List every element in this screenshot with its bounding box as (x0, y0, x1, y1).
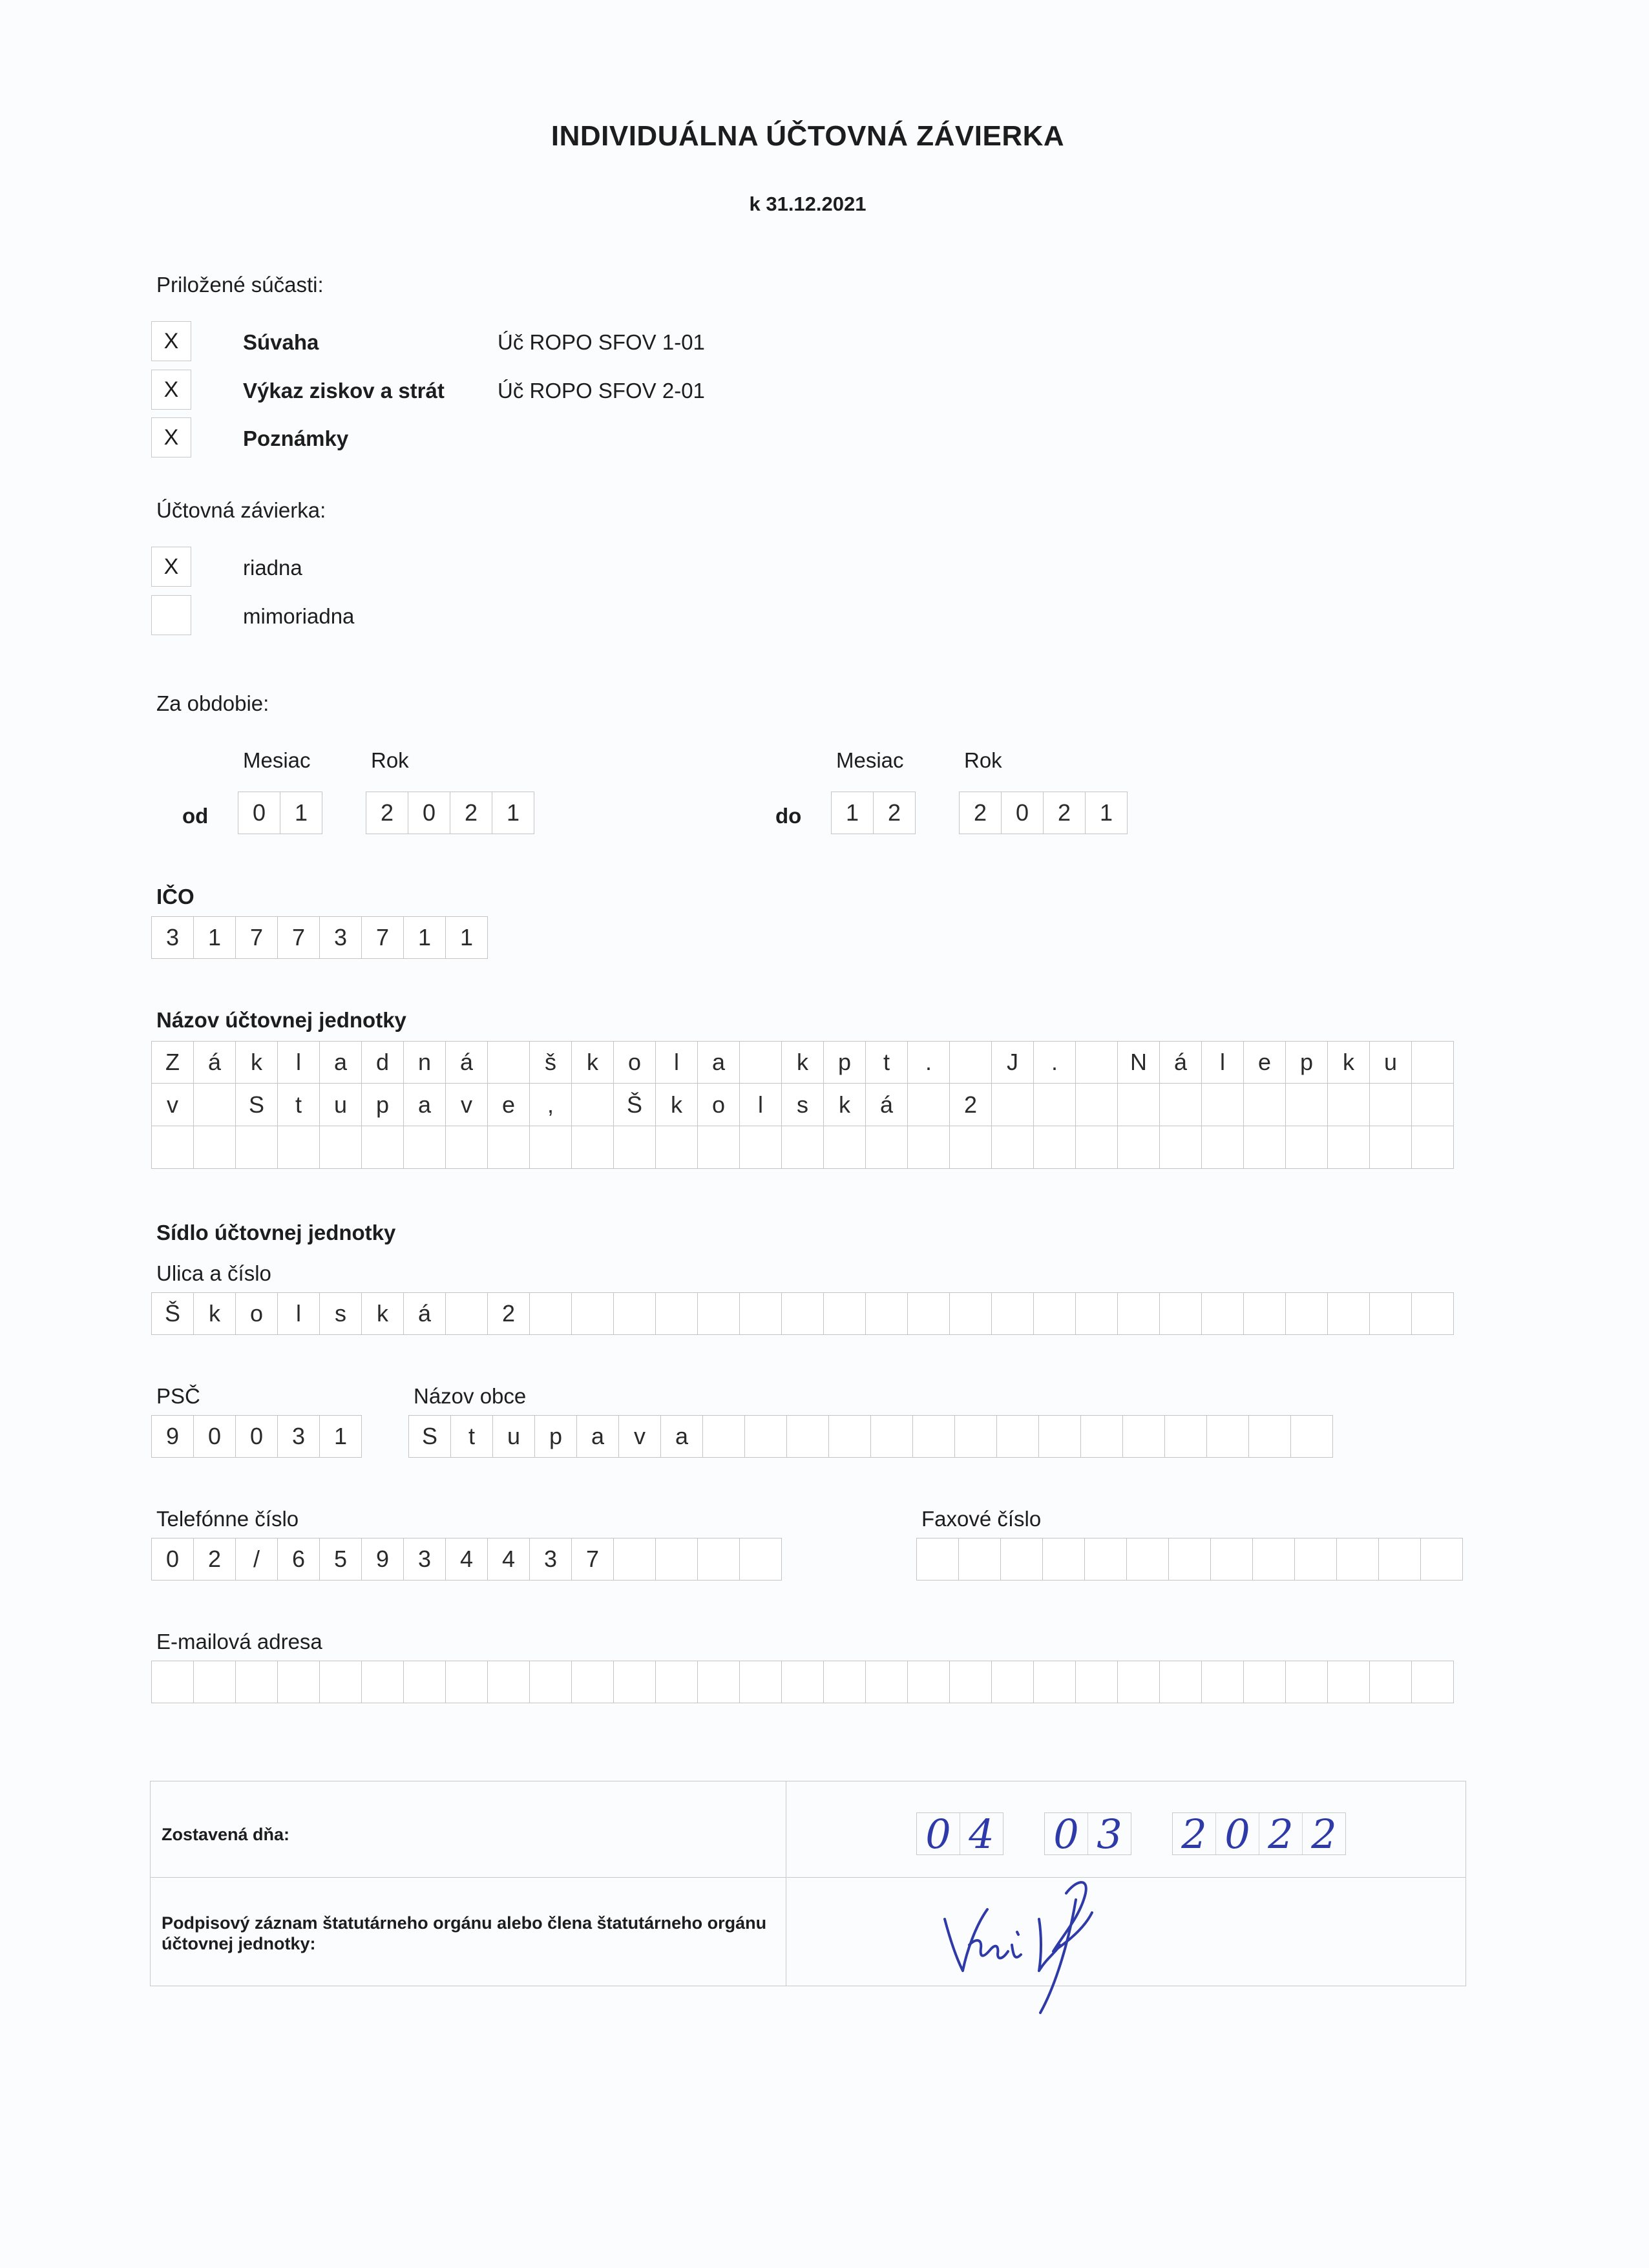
digit-cell: 0 (238, 792, 280, 834)
char-cell (1411, 1292, 1454, 1335)
char-cell: 4 (445, 1538, 488, 1580)
digit-cell: 0 (1001, 792, 1044, 834)
char-cell (781, 1126, 824, 1169)
char-cell (655, 1292, 698, 1335)
component-label-vykaz: Výkaz ziskov a strát (243, 379, 445, 403)
digit-cell: 0 (408, 792, 450, 834)
closing-type-heading: Účtovná závierka: (156, 498, 326, 522)
char-cell: a (576, 1415, 619, 1458)
char-cell: á (193, 1041, 236, 1084)
char-cell: k (235, 1041, 278, 1084)
char-cell: t (865, 1041, 908, 1084)
char-cell (1327, 1126, 1370, 1169)
char-cell (403, 1126, 446, 1169)
char-cell (1411, 1661, 1454, 1703)
signature-label: Podpisový záznam štatutárneho orgánu alebo člena štatutárneho orgánu účtovnej jednotky: (162, 1913, 767, 1953)
digit-cell: 2 (450, 792, 492, 834)
char-cell (739, 1126, 782, 1169)
handwritten-digit: 2 (1173, 1813, 1216, 1854)
phone-label: Telefónne číslo (156, 1507, 299, 1531)
char-cell: k (781, 1041, 824, 1084)
char-cell: u (492, 1415, 535, 1458)
char-cell (235, 1661, 278, 1703)
char-cell: p (534, 1415, 577, 1458)
char-cell (996, 1415, 1039, 1458)
char-cell (445, 1292, 488, 1335)
char-cell (613, 1661, 656, 1703)
char-cell (1117, 1126, 1160, 1169)
char-cell: a (697, 1041, 740, 1084)
char-cell: J (991, 1041, 1034, 1084)
document-title: INDIVIDUÁLNA ÚČTOVNÁ ZÁVIERKA (551, 120, 1065, 152)
char-cell (1117, 1292, 1160, 1335)
char-cell (487, 1126, 530, 1169)
char-cell: á (445, 1041, 488, 1084)
char-cell: u (1369, 1041, 1412, 1084)
entity-name-label: Názov účtovnej jednotky (156, 1008, 406, 1032)
char-cell (1327, 1084, 1370, 1126)
char-cell: v (151, 1084, 194, 1126)
component-label-poznamky: Poznámky (243, 426, 349, 450)
char-cell: á (1159, 1041, 1202, 1084)
char-cell (193, 1661, 236, 1703)
char-cell: 1 (319, 1415, 362, 1458)
char-cell (739, 1538, 782, 1580)
char-cell (1033, 1084, 1076, 1126)
char-cell: / (235, 1538, 278, 1580)
char-cell (870, 1415, 913, 1458)
entity-name-field[interactable] (151, 1041, 1454, 1169)
ico-label: IČO (156, 885, 194, 908)
char-cell: . (907, 1041, 950, 1084)
char-cell (277, 1126, 320, 1169)
char-cell: l (655, 1041, 698, 1084)
char-cell (1336, 1538, 1379, 1580)
char-cell: 9 (151, 1415, 194, 1458)
char-cell: S (235, 1084, 278, 1126)
char-cell (571, 1126, 614, 1169)
fax-label: Faxové číslo (921, 1507, 1042, 1531)
char-cell (823, 1126, 866, 1169)
char-cell (1290, 1415, 1333, 1458)
char-cell (865, 1126, 908, 1169)
char-cell (613, 1538, 656, 1580)
char-cell (702, 1415, 745, 1458)
city-label: Názov obce (414, 1384, 527, 1408)
char-cell (1411, 1041, 1454, 1084)
char-cell: k (823, 1084, 866, 1126)
char-cell (655, 1661, 698, 1703)
psc-label: PSČ (156, 1384, 200, 1408)
char-cell (529, 1661, 572, 1703)
to-year-field[interactable] (959, 792, 1128, 834)
handwritten-digit: 2 (1259, 1813, 1303, 1854)
char-cell (445, 1661, 488, 1703)
char-cell: 6 (277, 1538, 320, 1580)
char-cell (697, 1292, 740, 1335)
char-cell: 5 (319, 1538, 362, 1580)
char-cell: o (235, 1292, 278, 1335)
street-label: Ulica a číslo (156, 1261, 271, 1285)
char-cell (1075, 1041, 1118, 1084)
component-label-suvaha: Súvaha (243, 330, 319, 354)
char-cell: 3 (529, 1538, 572, 1580)
digit-cell: 1 (193, 916, 236, 959)
char-cell (865, 1661, 908, 1703)
char-cell: k (193, 1292, 236, 1335)
char-cell (739, 1292, 782, 1335)
char-cell (1369, 1126, 1412, 1169)
char-cell (1369, 1292, 1412, 1335)
char-cell: a (319, 1041, 362, 1084)
char-cell (991, 1126, 1034, 1169)
char-cell (991, 1661, 1034, 1703)
char-cell: Š (613, 1084, 656, 1126)
char-cell (445, 1126, 488, 1169)
char-cell (916, 1538, 959, 1580)
handwritten-digit: 4 (969, 1810, 994, 1858)
char-cell: a (660, 1415, 703, 1458)
ico-field[interactable] (151, 916, 488, 959)
char-cell: l (739, 1084, 782, 1126)
char-cell: l (1201, 1041, 1244, 1084)
signature-divider (150, 1877, 1466, 1878)
char-cell (319, 1126, 362, 1169)
char-cell (744, 1415, 787, 1458)
char-cell: s (319, 1292, 362, 1335)
char-cell (907, 1661, 950, 1703)
char-cell: p (823, 1041, 866, 1084)
entity-name-row (151, 1041, 1454, 1084)
char-cell (1075, 1661, 1118, 1703)
char-cell (1159, 1084, 1202, 1126)
char-cell: 4 (487, 1538, 530, 1580)
char-cell (1210, 1538, 1253, 1580)
char-cell (403, 1661, 446, 1703)
checkbox-poznamky[interactable]: X (151, 417, 191, 457)
char-cell: k (361, 1292, 404, 1335)
char-cell: á (403, 1292, 446, 1335)
char-cell (954, 1415, 997, 1458)
char-cell: l (277, 1041, 320, 1084)
char-cell (786, 1415, 829, 1458)
handwritten-digit: 0 (1216, 1813, 1259, 1854)
char-cell (319, 1661, 362, 1703)
street-field[interactable] (151, 1292, 1454, 1335)
compiled-day-field[interactable] (916, 1810, 1003, 1858)
char-cell: d (361, 1041, 404, 1084)
char-cell (1243, 1661, 1286, 1703)
char-cell: Z (151, 1041, 194, 1084)
char-cell (277, 1661, 320, 1703)
digit-cell: 1 (492, 792, 534, 834)
char-cell (1285, 1084, 1328, 1126)
char-cell: l (277, 1292, 320, 1335)
city-field[interactable] (408, 1415, 1333, 1458)
char-cell: N (1117, 1041, 1160, 1084)
char-cell: n (403, 1041, 446, 1084)
char-cell: š (529, 1041, 572, 1084)
char-cell (1206, 1415, 1249, 1458)
digit-cell: 1 (1085, 792, 1128, 834)
digit-cell: 7 (235, 916, 278, 959)
char-cell (949, 1041, 992, 1084)
handwritten-digit: 0 (1045, 1813, 1088, 1854)
document-date: k 31.12.2021 (749, 193, 867, 215)
char-cell (912, 1415, 955, 1458)
component-code-vykaz: Úč ROPO SFOV 2-01 (498, 379, 705, 403)
digit-cell: 3 (151, 916, 194, 959)
char-cell (235, 1126, 278, 1169)
char-cell (1285, 1661, 1328, 1703)
char-cell (1294, 1538, 1337, 1580)
char-cell: Š (151, 1292, 194, 1335)
char-cell: 2 (487, 1292, 530, 1335)
digit-cell: 2 (959, 792, 1002, 834)
char-cell (1411, 1084, 1454, 1126)
char-cell (1000, 1538, 1043, 1580)
handwritten-digit: 0 (917, 1813, 960, 1854)
char-cell (823, 1292, 866, 1335)
components-heading: Priložené súčasti: (156, 273, 324, 297)
char-cell (1038, 1415, 1081, 1458)
digit-cell: 2 (1043, 792, 1086, 834)
char-cell: k (655, 1084, 698, 1126)
char-cell (1420, 1538, 1463, 1580)
digit-cell: 1 (280, 792, 322, 834)
digit-cell: 2 (366, 792, 408, 834)
char-cell: p (1285, 1041, 1328, 1084)
char-cell (1075, 1084, 1118, 1126)
char-cell: u (319, 1084, 362, 1126)
char-cell (1042, 1538, 1085, 1580)
fax-field[interactable] (916, 1538, 1463, 1580)
char-cell (1411, 1126, 1454, 1169)
char-cell (1126, 1538, 1169, 1580)
char-cell (571, 1661, 614, 1703)
char-cell: 7 (571, 1538, 614, 1580)
handwritten-signature (930, 1874, 1150, 2022)
char-cell: á (865, 1084, 908, 1126)
char-cell (151, 1661, 194, 1703)
from-label: od (182, 804, 209, 828)
email-field[interactable] (151, 1661, 1454, 1703)
char-cell: t (277, 1084, 320, 1126)
checkbox-vykaz[interactable]: X (151, 370, 191, 410)
char-cell (1159, 1126, 1202, 1169)
char-cell: 9 (361, 1538, 404, 1580)
char-cell (823, 1661, 866, 1703)
char-cell (697, 1661, 740, 1703)
compiled-date-label: Zostavená dňa: (162, 1825, 290, 1844)
char-cell: v (618, 1415, 661, 1458)
digit-cell: 1 (831, 792, 874, 834)
char-cell: v (445, 1084, 488, 1126)
char-cell (1327, 1292, 1370, 1335)
digit-cell: 1 (403, 916, 446, 959)
char-cell (1201, 1292, 1244, 1335)
char-cell (1243, 1126, 1286, 1169)
digit-cell: 1 (445, 916, 488, 959)
char-cell: , (529, 1084, 572, 1126)
closing-option-riadna: riadna (243, 556, 302, 580)
handwritten-digit: 3 (1097, 1810, 1122, 1858)
char-cell (1201, 1084, 1244, 1126)
checkbox-riadna[interactable]: X (151, 547, 191, 587)
phone-field[interactable] (151, 1538, 782, 1580)
char-cell (613, 1126, 656, 1169)
char-cell: t (450, 1415, 493, 1458)
char-cell: 3 (277, 1415, 320, 1458)
char-cell: e (487, 1084, 530, 1126)
char-cell (1378, 1538, 1421, 1580)
char-cell (949, 1292, 992, 1335)
char-cell (1117, 1084, 1160, 1126)
char-cell: o (613, 1041, 656, 1084)
char-cell (1252, 1538, 1295, 1580)
char-cell (949, 1661, 992, 1703)
char-cell: 2 (193, 1538, 236, 1580)
char-cell: k (1327, 1041, 1370, 1084)
char-cell (613, 1292, 656, 1335)
char-cell (361, 1661, 404, 1703)
char-cell (1201, 1661, 1244, 1703)
psc-field[interactable] (151, 1415, 362, 1458)
char-cell (1075, 1126, 1118, 1169)
char-cell (781, 1292, 824, 1335)
char-cell (655, 1126, 698, 1169)
char-cell (487, 1661, 530, 1703)
to-month-field[interactable] (831, 792, 916, 834)
char-cell (1243, 1292, 1286, 1335)
char-cell (1201, 1126, 1244, 1169)
char-cell (1327, 1661, 1370, 1703)
char-cell (1369, 1084, 1412, 1126)
char-cell (1159, 1292, 1202, 1335)
char-cell (907, 1126, 950, 1169)
char-cell (571, 1084, 614, 1126)
char-cell: 0 (151, 1538, 194, 1580)
to-label: do (775, 804, 802, 828)
char-cell (1080, 1415, 1123, 1458)
char-cell (361, 1126, 404, 1169)
checkbox-mimoriadna[interactable] (151, 595, 191, 635)
char-cell (655, 1538, 698, 1580)
char-cell (1243, 1084, 1286, 1126)
char-cell (991, 1084, 1034, 1126)
char-cell (1117, 1661, 1160, 1703)
char-cell: p (361, 1084, 404, 1126)
char-cell: s (781, 1084, 824, 1126)
component-code-suvaha: Úč ROPO SFOV 1-01 (498, 330, 705, 354)
from-month-label: Mesiac (243, 748, 311, 772)
char-cell (907, 1084, 950, 1126)
char-cell (781, 1661, 824, 1703)
char-cell (697, 1538, 740, 1580)
char-cell (1033, 1292, 1076, 1335)
char-cell (487, 1041, 530, 1084)
char-cell (193, 1084, 236, 1126)
char-cell: 3 (403, 1538, 446, 1580)
digit-cell: 3 (319, 916, 362, 959)
char-cell: k (571, 1041, 614, 1084)
char-cell: e (1243, 1041, 1286, 1084)
digit-cell: 7 (277, 916, 320, 959)
char-cell (828, 1415, 871, 1458)
period-heading: Za obdobie: (156, 691, 269, 715)
char-cell: 2 (949, 1084, 992, 1126)
char-cell: a (403, 1084, 446, 1126)
from-month-field[interactable] (238, 792, 322, 834)
char-cell (1285, 1126, 1328, 1169)
char-cell (1075, 1292, 1118, 1335)
char-cell: 0 (193, 1415, 236, 1458)
char-cell (697, 1126, 740, 1169)
char-cell (1159, 1661, 1202, 1703)
char-cell (1033, 1126, 1076, 1169)
char-cell (739, 1041, 782, 1084)
char-cell (1122, 1415, 1165, 1458)
char-cell: 0 (235, 1415, 278, 1458)
digit-cell: 2 (873, 792, 916, 834)
char-cell (1248, 1415, 1291, 1458)
char-cell (529, 1292, 572, 1335)
seat-label: Sídlo účtovnej jednotky (156, 1221, 396, 1244)
compiled-month-field[interactable] (1044, 1810, 1131, 1858)
char-cell: S (408, 1415, 451, 1458)
char-cell (958, 1538, 1001, 1580)
char-cell (571, 1292, 614, 1335)
char-cell (151, 1126, 194, 1169)
char-cell: . (1033, 1041, 1076, 1084)
char-cell (1168, 1538, 1211, 1580)
char-cell (1084, 1538, 1127, 1580)
compiled-year-field[interactable] (1172, 1810, 1346, 1858)
char-cell (865, 1292, 908, 1335)
char-cell (1164, 1415, 1207, 1458)
entity-name-row (151, 1084, 1454, 1126)
handwritten-digit: 2 (1311, 1810, 1337, 1858)
char-cell (1369, 1661, 1412, 1703)
char-cell: o (697, 1084, 740, 1126)
checkbox-suvaha[interactable]: X (151, 321, 191, 361)
char-cell (1033, 1661, 1076, 1703)
entity-name-row (151, 1126, 1454, 1169)
char-cell (193, 1126, 236, 1169)
char-cell (949, 1126, 992, 1169)
to-month-label: Mesiac (836, 748, 904, 772)
char-cell (907, 1292, 950, 1335)
from-year-label: Rok (371, 748, 409, 772)
digit-cell: 7 (361, 916, 404, 959)
char-cell (1285, 1292, 1328, 1335)
email-label: E-mailová adresa (156, 1630, 322, 1654)
to-year-label: Rok (964, 748, 1002, 772)
closing-option-mimoriadna: mimoriadna (243, 604, 355, 628)
from-year-field[interactable] (366, 792, 534, 834)
char-cell (739, 1661, 782, 1703)
char-cell (991, 1292, 1034, 1335)
char-cell (529, 1126, 572, 1169)
